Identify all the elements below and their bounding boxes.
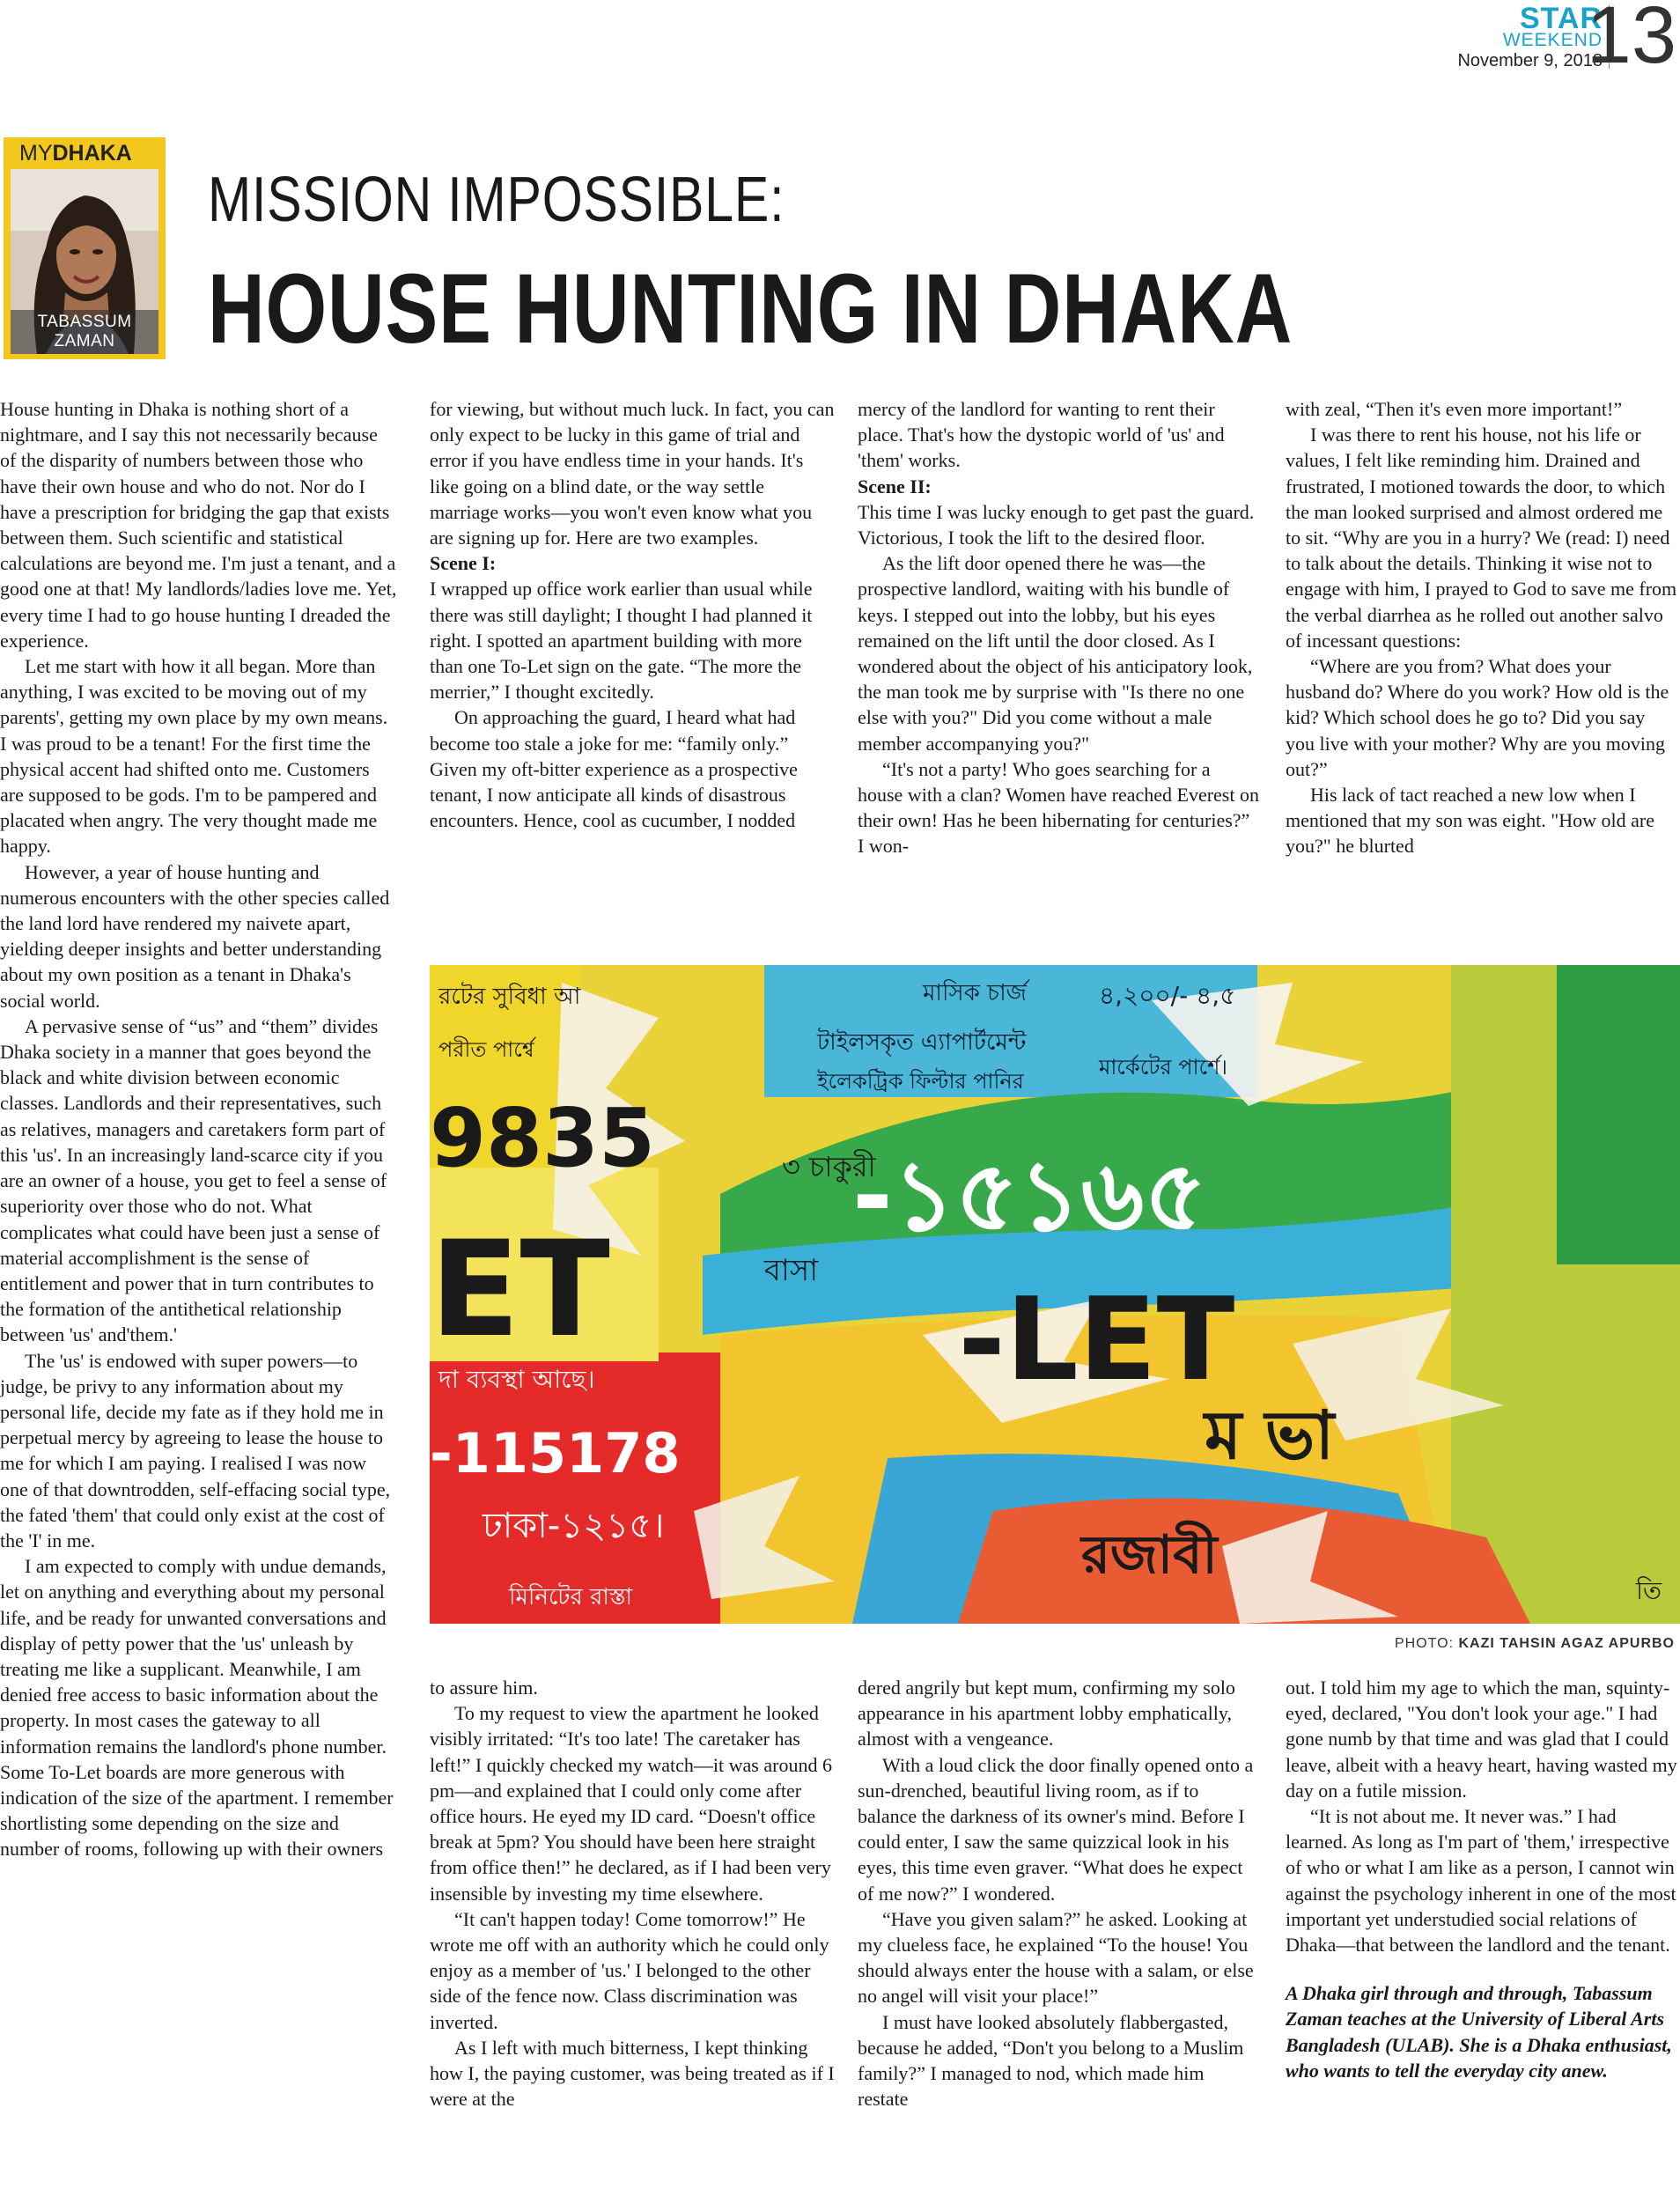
paragraph: with zeal, “Then it's even more important!”: [1286, 398, 1623, 420]
headline: HOUSE HUNTING IN DHAKA: [208, 254, 1293, 364]
column-label-prefix: MY: [19, 141, 53, 166]
poster-text: রজাবী: [1081, 1524, 1218, 1586]
article-column-2-top: [430, 396, 835, 833]
paragraph: With a loud click the door finally opened onto a sun-drenched, beautiful living room, as if to balance the darkness of its owner's mind. Before I could enter, I saw the same quizzical look in his eyes, this time even graver. “What does he expect of me now?” I wondered.: [858, 1753, 1254, 1905]
article-column-2-bottom: [430, 1675, 835, 2112]
paragraph: As the lift door opened there he was—the prospective landlord, waiting with his bundle of keys. I stepped out into the lobby, but his eyes remained on the lift until the door closed. As I wondered about the object of his anticipatory look, the man took me by surprise with "Is there no one else with you?" Did you come without a male member accompanying you?": [858, 552, 1253, 755]
poster-text: ৩ চাকুরী: [782, 1150, 876, 1183]
poster-text: ইলেকট্রিক ফিল্টার পানির: [817, 1069, 1024, 1094]
poster-text: 9835: [430, 1091, 656, 1185]
poster-text: রটের সুবিধা আ: [438, 984, 581, 1010]
column-label: [19, 141, 132, 166]
headline-kicker: MISSION IMPOSSIBLE:: [208, 165, 785, 235]
paragraph: “Where are you from? What does your husband do? Where do you work? How old is the kid? Which school does he go to? Did you say you live with your mother? Why are you moving out?”: [1286, 655, 1669, 780]
paragraph: As I left with much bitterness, I kept thinking how I, the paying customer, was being treated as if I were at the: [430, 2036, 835, 2111]
author-bio: A Dhaka girl through and through, Tabassum Zaman teaches at the University of Liberal Arts Bangladesh (ULAB). She is a Dhaka enthusiast, who wants to tell the everyday city anew.: [1286, 1982, 1672, 2082]
poster-text: মার্কেটের পার্শে।: [1099, 1055, 1227, 1080]
article-column-4-top: [1286, 396, 1678, 859]
paragraph: “It can't happen today! Come tomorrow!” He wrote me off with an authority which he could only enjoy as a member of 'us.' I belonged to the other side of the fence now. Class discrimination was inverted.: [430, 1907, 829, 2033]
columnist-name: TABASSUM ZAMAN: [11, 310, 158, 354]
poster-text: মাসিক চার্জ: [923, 980, 1027, 1006]
paragraph: His lack of tact reached a new low when I mentioned that my son was eight. "How old are you?" he blurted: [1286, 784, 1654, 858]
paragraph: I was there to rent his house, not his life or values, I felt like reminding him. Drained and frustrated, I motioned towards the door, to which the man looked surprised and almost ordered me to sit. “Why are you in a hurry? We (read: I) need to talk about the details. Thinking it wise not to engage with him, I prayed to God to save me from the verbal diarrhea as he rolled out another salvo of incessant questions:: [1286, 424, 1677, 652]
poster-text: তি: [1636, 1576, 1662, 1605]
poster-text: -১৫১৬৫: [852, 1139, 1207, 1252]
poster-text: ৪,২০০/- ৪,৫: [1099, 981, 1236, 1010]
poster-text: -115178: [430, 1421, 681, 1485]
paragraph: out. I told him my age to which the man, squinty-eyed, declared, "You don't look your age." I had gone numb by that time and was glad that I could leave, albeit with a heavy heart, having wasted my day on a futile mission.: [1286, 1677, 1677, 1802]
article-column-3-bottom: [858, 1675, 1259, 2112]
photo-credit-prefix: PHOTO:: [1394, 1636, 1455, 1651]
poster-text: পরীত পার্শ্বে: [438, 1037, 534, 1062]
torn-posters-photo: [430, 965, 1680, 1624]
scene-heading: Scene I:: [430, 552, 497, 575]
article-column-3-top: [858, 396, 1259, 859]
article-column-4-bottom: [1286, 1675, 1678, 2083]
poster-text: ET: [430, 1213, 610, 1367]
photo-credit: [1395, 1636, 1675, 1652]
paragraph: I wrapped up office work earlier than usual while there was still daylight; I thought I had planned it right. I spotted an apartment building with more than one To-Let sign on the gate. “The more the merrier,” I thought excitedly.: [430, 578, 813, 704]
poster-text: মিনিটের রাস্তা: [509, 1584, 633, 1610]
paragraph: mercy of the landlord for wanting to rent their place. That's how the dystopic world of 'us' and 'them' works.: [858, 398, 1225, 472]
paragraph: Let me start with how it all began. More than anything, I was excited to be moving out of my parents', getting my own place by my own means. I was proud to be a tenant! For the first time the physical accent had shifted onto me. Customers are supposed to be gods. I'm to be pampered and placated when angry. The very thought made me happy.: [0, 655, 388, 858]
masthead-sub: WEEKEND: [1502, 30, 1603, 50]
poster-text: ঢাকা-১২১৫।: [483, 1506, 665, 1546]
paragraph: I am expected to comply with undue demands, let on anything and everything about my personal life, and be ready for unwanted conversations and display of petty power that the 'us' unleash by treating me like a supplicant. Meanwhile, I am denied free access to basic information about the property. In most cases the gateway to all information remains the landlord's phone number. Some To-Let boards are more generous with indication of the size of the apartment. I remember shortlisting some depending on the size and number of rooms, following up with their owners: [0, 1555, 394, 1861]
issue-date: November 9, 2018: [1457, 51, 1603, 70]
paragraph: The 'us' is endowed with super powers—to judge, be privy to any information about my personal life, decide my fate as if they hold me in perpetual mercy by agreeing to lease the house to me for which I am paying. I realised I was now one of that downtrodden, self-effacing social type, the fated 'them' that could only exist at the cost of the 'I' in me.: [0, 1349, 391, 1551]
paragraph: “It's not a party! Who goes searching for a house with a clan? Women have reached Everest on their own! Has he been hibernating for centuries?” I won-: [858, 757, 1259, 858]
paragraph: “It is not about me. It never was.” I had learned. As long as I'm part of 'them,' irrespective of who or what I am like as a person, I cannot win against the psychology inherent in one of the most important yet understudied social relations of Dhaka—that between the landlord and the tenant.: [1286, 1805, 1676, 1957]
paragraph: I must have looked absolutely flabbergasted, because he added, “Don't you belong to a Muslim family?” I managed to nod, which made him restate: [858, 2010, 1244, 2111]
article-column-1: [0, 396, 398, 1862]
paragraph: To my request to view the apartment he looked visibly irritated: “It's too late! The caretaker has left!” I quickly checked my watch—it was around 6 pm—and explained that I could only come after office hours. He eyed my ID card. “Doesn't office break at 5pm? You should have been here straight from office then!” he declared, as if I had been very insensible by investing my time elsewhere.: [430, 1702, 832, 1905]
paragraph: This time I was lucky enough to get past the guard. Victorious, I took the lift to the desired floor.: [858, 500, 1255, 549]
poster-text: বাসা: [764, 1253, 819, 1288]
paragraph: However, a year of house hunting and numerous encounters with the other species called the land lord have rendered my naivete apart, yielding deeper insights and better understanding about my own position as a tenant in Dhaka's social world.: [0, 860, 390, 1012]
paragraph: On approaching the guard, I heard what had become too stale a joke for me: “family only.” Given my oft-bitter experience as a prospective tenant, I now anticipate all kinds of disastrous encounters. Hence, cool as cucumber, I nodded: [430, 706, 798, 832]
paragraph: for viewing, but without much luck. In fact, you can only expect to be lucky in this game of trial and error if you have endless time in your hands. It's like going on a blind date, or the way settle marriage works—you won't even know what you are signing up for. Here are two examples.: [430, 398, 835, 549]
paragraph: dered angrily but kept mum, confirming my solo appearance in his apartment lobby emphatically, almost with a vengeance.: [858, 1677, 1235, 1750]
masthead: [1451, 0, 1680, 79]
page-number: 13: [1586, 0, 1676, 80]
paragraph: “Have you given salam?” he asked. Looking at my clueless face, he explained “To the house! You should always enter the house with a salam, or else no angel will visit your place!”: [858, 1907, 1254, 2008]
poster-text: দা ব্যবস্থা আছে।: [438, 1365, 595, 1394]
columnist-box: [4, 137, 166, 359]
paragraph: House hunting in Dhaka is nothing short of a nightmare, and I say this not necessarily because of the disparity of numbers between those who have their own house and who do not. Nor do I have a prescription for bridging the gap that exists between them. Such scientific and statistical calculations are beyond me. I'm just a tenant, and a good one at that! My landlords/ladies love me. Yet, every time I had to go house hunting I dreaded the experience.: [0, 398, 397, 652]
paragraph: to assure him.: [430, 1677, 538, 1699]
columnist-photo: [11, 169, 158, 354]
paragraph: A pervasive sense of “us” and “them” divides Dhaka society in a manner that goes beyond the black and white division between economic classes. Landlords and their representatives, such as relatives, managers and caretakers form part of this 'us'. In an increasingly land-scarce city if you are an owner of a house, you get to feel a sense of superiority over those who do not. What complicates what could have been just a sense of material accomplishment is the sense of entitlement and power that in turn contributes to the formation of the antithetical relationship between 'us' and'them.': [0, 1014, 387, 1346]
scene-heading: Scene II:: [858, 475, 932, 498]
poster-text: টাইলসকৃত এ্যাপার্টমেন্ট: [817, 1029, 1027, 1056]
poster-collage-image: [430, 965, 1680, 1624]
column-label-main: DHAKA: [52, 141, 132, 166]
poster-text: ম ভা: [1205, 1396, 1335, 1474]
masthead-brand: STAR: [1519, 2, 1603, 35]
poster-text: -LET: [958, 1272, 1235, 1406]
photo-credit-name: KAZI TAHSIN AGAZ APURBO: [1458, 1636, 1675, 1651]
